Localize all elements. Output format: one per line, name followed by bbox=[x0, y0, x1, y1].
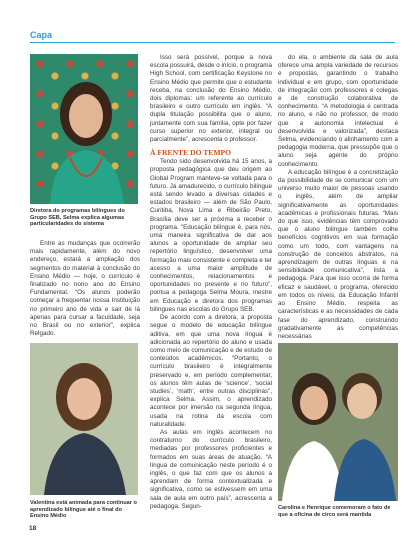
column-2 bbox=[150, 54, 272, 511]
col2-paragraph-4: As aulas em inglês acontecem no contraturno do currículo brasileiro, mediadas por professores proficientes e formados em suas áreas de atuação. “A língua de comunicação neste período é o inglês, o que faz com que os alunos a aprendam de forma contextualizada e significativa, como se estivessem em uma sala de aula em outro país”, acrescenta a pedagoga. Segun- bbox=[150, 428, 272, 510]
section-title: Capa bbox=[30, 30, 53, 40]
caption-director: Diretora do programas bilíngues do Grupo SEB, Selma explica algumas particularidades do sistema bbox=[30, 208, 125, 228]
col3-paragraph-2: A educação bilíngue é a concretização da possibilidade de se comunicar com um universo muito maior de pessoas usando o inglês, além de ampliar significativamente as oportunidades acadêmicas e profissionais futuras. “Mais do que isso, evidências têm comprovado que o aluno bilíngue também colhe benefícios cognitivos em sua formação como um todo, com vantagens na construção de conceitos abstratos, na aprendizagem de outras línguas e na sensibilidade comunicativa”, lista a pedagoga. Para que isso ocorra de forma eficaz e saudável, o programa, oferecido em todos os níveis, da Educação Infantil ao Ensino Médio, respeita as características e as necessidades de cada fase do aprendizado, construindo gradativamente as competências necessárias bbox=[278, 168, 398, 340]
col3-paragraph-1: do ela, o ambiente da sala de aula oferece uma ampla variedade de recursos e propostas, garantindo o trabalho individual e em grupo, com oportunidade de integração com professores e colegas e de construção colaborativa de conhecimento. “A metodologia é centrada no aluno, e não no professor, de modo que a autonomia intelectual é desenvolvida e valorizada”, destaca Selma, evidenciando o alinhamento com a pedagogia moderna, que pressupõe que o aluno seja agente do próprio conhecimento. bbox=[278, 54, 398, 168]
caption-kids: Carolina e Henrique comemoram o fato de que a oficina de circo será mantida bbox=[278, 505, 391, 518]
col2-paragraph-2: Tendo sido desenvolvida há 15 anos, a proposta pedagógica que deu origem ao Global Program manteve-se voltada para o futuro. Já amadurecido, o currículo bilíngue está sendo levado a diversas cidades e estados brasileiro — além de São Paulo, Curitiba, Nova Lima e Ribeirão Preto, Brasília deve ser a próxima a receber o programa. “Educação bilíngue é, para nós, uma maneira significativa de dar aos alunos a oportunidade de ampliar seu repertório linguístico, desenvolver uma formação mais consistente e completa e ter acesso a uma maior amplitude de conhecimentos, relacionamentos e oportunidades no presente e no futuro”, pontua a pedagoga Selma Moura, mestre em Educação e diretora dos programas bilíngues nas escolas do Grupo SEB. bbox=[150, 158, 272, 313]
director-portrait-icon bbox=[30, 54, 138, 204]
page-number: 18 bbox=[29, 525, 37, 532]
photo-director bbox=[30, 54, 138, 204]
col1-paragraph: Entre as mudanças que ocorrerão mais rapidamente, além do novo endereço, estará a ampliação dos segmentos do material à conclusão do Ensino Médio — hoje, o currículo é finalizado no nono ano do Ensino Fundamental. “Os alunos poderão começar a frequentar nossa Instituição no primeiro ano de vida e sair de lá apenas para cursar a faculdade, seja no Brasil ou no exterior”, explica Relgado. bbox=[30, 240, 140, 338]
caption-valentina: Valentina está animada para continuar o aprendizado bilíngue até o final do Ensino Médio bbox=[30, 500, 137, 520]
col2-paragraph-3: De acordo com a diretora, a proposta segue o modelo de educação bilíngue aditiva, em que uma nova língua é adicionada ao repertório do aluno e usada como meio de comunicação e de estudo de conteúdos acadêmicos. “Portanto, o currículo brasileiro é integralmente preservado e, em período complementar, os alunos têm aulas de ‘science’, ‘social studies’, ‘math’, entre outras disciplinas”, explica Selma. Assim, o aprendizado acontece por imersão na segunda língua, usada na rotina da escola com naturalidade. bbox=[150, 314, 272, 428]
kids-portrait-icon bbox=[278, 343, 398, 501]
photo-valentina bbox=[30, 343, 138, 495]
col2-paragraph-1: Isso será possível, porque a nova escola possuirá, desde o início, o programa High School, com certificação Keystone no Ensino Médio que permite que o estudante receba, na conclusão do Ensino Médio, dois diplomas: um referente ao currículo brasileiro e outro currículo em inglês. “A dupla titulação possibilita que o aluno, juntamente com sua família, opte por fazer curso superior no exterior, integral ou parcialmente”, acrescenta o professor. bbox=[150, 54, 272, 144]
subheading: À FRENTE DO TEMPO bbox=[150, 148, 232, 158]
section-rule bbox=[30, 42, 395, 43]
column-3 bbox=[278, 54, 398, 341]
column-1 bbox=[30, 240, 140, 338]
student-portrait-icon bbox=[30, 343, 138, 495]
photo-kids bbox=[278, 343, 398, 501]
